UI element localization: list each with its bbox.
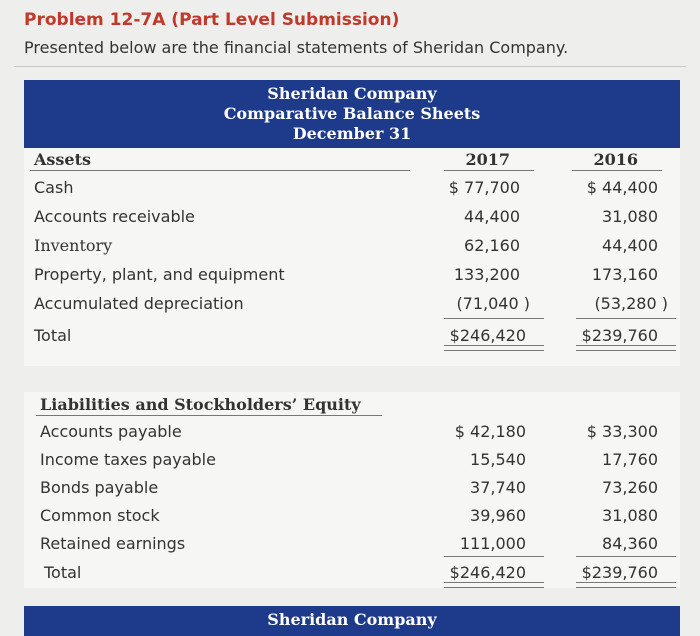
assets-heading: Assets [34,150,92,169]
liabilities-heading: Liabilities and Stockholders’ Equity [40,395,361,414]
value-2016: 173,160 [591,265,658,284]
value-2016: 31,080 [602,207,658,226]
divider [14,66,686,67]
subtotal-line-2016 [576,556,676,557]
value-2017: (71,040 ) [456,294,530,313]
value-2017: 133,200 [453,265,520,284]
double-underline-2017 [444,582,544,588]
statement-name: Comparative Balance Sheets [223,104,481,123]
table-row [0,450,700,476]
footer-company-name: Sheridan Company [267,610,437,629]
subtotal-line-2017 [444,556,544,557]
value-2017: 39,960 [470,506,526,525]
value-2016: 17,760 [602,450,658,469]
assets-heading-underline [30,170,410,171]
row-label: Cash [34,178,74,197]
row-label: Income taxes payable [40,450,216,469]
total-2016: $239,760 [581,326,658,345]
table-row [0,506,700,532]
assets-header-row [0,150,700,176]
total-2017: $246,420 [449,326,526,345]
liabilities-heading-underline [36,415,382,416]
value-2017: $ 77,700 [448,178,520,197]
table-row [0,478,700,504]
row-label: Bonds payable [40,478,159,497]
liabilities-header-row [0,395,700,421]
col-2017-underline [444,170,534,171]
row-label: Accumulated depreciation [34,294,244,313]
value-2017: 37,740 [470,478,526,497]
value-2017: 44,400 [464,207,520,226]
row-label: Accounts payable [40,422,182,441]
col-2017-heading: 2017 [465,150,510,169]
total-label: Total [34,326,72,345]
value-2016: (53,280 ) [594,294,668,313]
table-row [0,178,700,204]
company-name: Sheridan Company [267,84,437,103]
double-underline-2016 [576,345,676,351]
table-row [0,236,700,262]
value-2017: 15,540 [470,450,526,469]
row-label: Retained earnings [40,534,186,553]
intro-text: Presented below are the financial statements of Sheridan Company. [24,38,569,57]
row-label: Property, plant, and equipment [34,265,285,284]
value-2016: $ 33,300 [586,422,658,441]
double-underline-2016 [576,582,676,588]
subtotal-line-2016 [576,318,676,319]
statement-date: December 31 [292,124,412,143]
value-2016: 84,360 [602,534,658,553]
total-2016: $239,760 [581,563,658,582]
value-2017: 111,000 [459,534,526,553]
row-label: Accounts receivable [34,207,195,226]
col-2016-heading: 2016 [593,150,638,169]
row-label: Common stock [40,506,160,525]
value-2016: 31,080 [602,506,658,525]
table-row [0,294,700,320]
value-2016: 73,260 [602,478,658,497]
table-row [0,422,700,448]
row-label: Inventory [34,236,113,255]
value-2016: $ 44,400 [586,178,658,197]
subtotal-line-2017 [444,318,544,319]
table-row [0,265,700,291]
statement-header [24,80,680,148]
col-2016-underline [572,170,662,171]
value-2017: 62,160 [464,236,520,255]
total-label: Total [44,563,82,582]
value-2016: 44,400 [602,236,658,255]
value-2017: $ 42,180 [454,422,526,441]
next-statement-header [24,606,680,636]
double-underline-2017 [444,345,544,351]
table-row [0,207,700,233]
total-2017: $246,420 [449,563,526,582]
problem-title: Problem 12-7A (Part Level Submission) [24,10,400,30]
